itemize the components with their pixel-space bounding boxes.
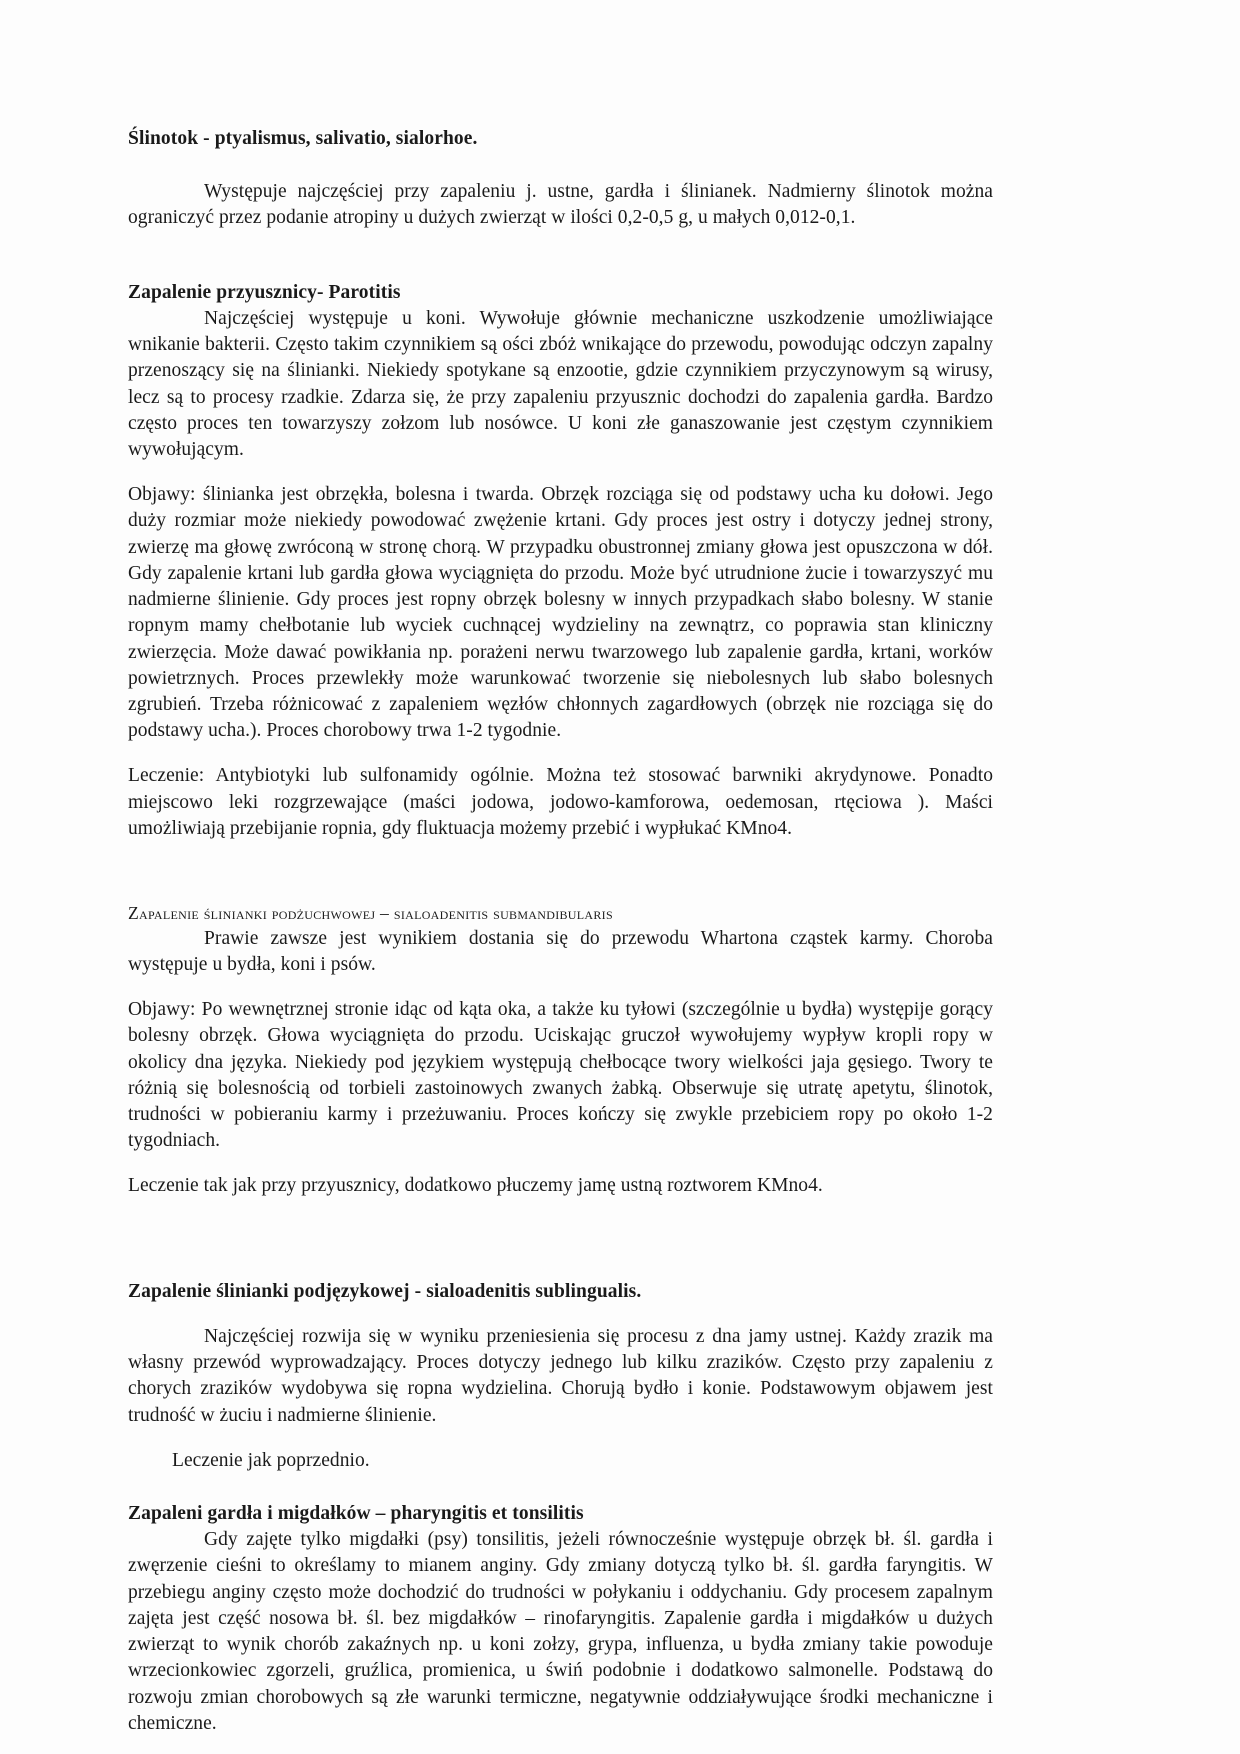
- spacer: [128, 1200, 993, 1260]
- paragraph-parotitis-body: Najczęściej występuje u koni. Wywołuje głównie mechaniczne uszkodzenie umożliwiające wnikanie bakterii. Często takim czynnikiem są ości zbóż wnikające do przewodu, powodując odczyn zapalny przenoszący się na ślinianki. Niekiedy spotykane są enzootie, gdzie czynnikiem przyczynowym są wirusy, lecz są to procesy rzadkie. Zdarza się, że przy zapaleniu przyusznic dochodzi do zapalenia gardła. Bardzo często proces ten towarzyszy zołzom lub nosówce. U koni złe ganaszowanie jest częstym czynnikiem wywołującym.: [128, 307, 993, 460]
- spacer: [128, 1429, 993, 1448]
- spacer: [128, 152, 993, 179]
- heading-submandibularis: Zapalenie ślinianki podżuchwowej – sialoadenitis submandibularis: [128, 903, 613, 924]
- spacer: [128, 1305, 993, 1324]
- paragraph-sublingualis-body: Najczęściej rozwija się w wyniku przeniesienia się procesu z dna jamy ustnej. Każdy zrazik ma własny przewód wyprowadzający. Proces dotyczy jednego lub kilku zrazików. Często przy zapaleniu z chorych zrazików wydobywa się ropna wydzielina. Chorują bydło i konie. Podstawowym objawem jest trudność w żuciu i nadmierne ślinienie.: [128, 1325, 993, 1426]
- spacer: [128, 463, 993, 482]
- spacer: [128, 232, 993, 280]
- paragraph-pharyngitis-body: Gdy zajęte tylko migdałki (psy) tonsilitis, jeżeli równocześnie występuje obrzęk bł. śl. gardła i zwęrzenie cieśni to określamy to mianem anginy. Gdy zmiany dotyczą tylko bł. śl. gardła faryngitis. W przebiegu anginy często może dochodzić do trudności w połykaniu i oddychaniu. Gdy procesem zapalnym zajęta jest część nosowa bł. śl. bez migdałków – rinofaryngitis. Zapalenie gardła i migdałków u dużych zwierząt to wynik chorób zakaźnych np. u koni zołzy, grypa, influenza, u bydła zmiany takie powoduje wrzecionkowiec zgorzeli, gruźlica, promienica, u świń podobnie i dodatkowo salmonelle. Podstawą do rozwoju zmian chorobowych są złe warunki termiczne, negatywnie oddziaływujące środki mechaniczne i chemiczne.: [128, 1529, 993, 1734]
- paragraph-submandibularis-body: Prawie zawsze jest wynikiem dostania się do przewodu Whartona cząstek karmy. Choroba występuje u bydła, koni i psów.: [128, 927, 993, 975]
- paragraph-parotitis-objawy: Objawy: ślinianka jest obrzękła, bolesna i twarda. Obrzęk rozciąga się od podstawy ucha ku dołowi. Jego duży rozmiar może niekiedy powodować zwężenie krtani. Gdy proces jest ostry i dotyczy jednej strony, zwierzę ma głowę zwróconą w stronę chorą. W przypadku obustronnej zmiany głowa jest opuszczona w dół. Gdy zapalenie krtani lub gardła głowa wyciągnięta do przodu. Może być utrudnione żucie i towarzyszyć mu nadmierne ślinienie. Gdy proces jest ropny obrzęk bolesny w innych przypadkach słabo bolesny. W stanie ropnym mamy chełbotanie lub wyciek cuchnącej wydzieliny na zewnątrz, co poprawia stan kliniczny zwierzęcia. Może dawać powikłania np. porażeni nerwu twarzowego lub zapalenie gardła, krtani, worków powietrznych. Proces przewlekły może warunkować tworzenie się niebolesnych lub słabo bolesnych zgrubień. Trzeba różnicować z zapaleniem węzłów chłonnych zagardłowych (obrzęk nie rozciąga się do podstawy ucha.). Proces chorobowy trwa 1-2 tygodnie.: [128, 484, 993, 742]
- spacer: [128, 842, 993, 902]
- heading-pharyngitis: Zapaleni gardła i migdałków – pharyngitis et tonsilitis: [128, 1502, 584, 1524]
- paragraph-submandibularis-leczenie: Leczenie tak jak przy przyusznicy, dodatkowo płuczemy jamę ustną roztworem KMno4.: [128, 1175, 823, 1197]
- paragraph-submandibularis-objawy: Objawy: Po wewnętrznej stronie idąc od kąta oka, a także ku tyłowi (szczególnie u bydła) występije gorący bolesny obrzęk. Głowa wyciągnięta do przodu. Uciskając gruczoł wywołujemy wypływ kropli ropy w okolicy dna języka. Niekiedy pod językiem występują chełbocące twory wielkości jaja gęsiego. Twory te różnią się bolesnością od torbieli zastoinowych zwanych żabką. Obserwuje się utratę apetytu, ślinotok, trudności w pobieraniu karmy i przeżuwaniu. Proces kończy się zwykle przebiciem ropy po około 1-2 tygodniach.: [128, 999, 993, 1152]
- heading-parotitis: Zapalenie przyusznicy- Parotitis: [128, 281, 401, 303]
- spacer: [128, 978, 993, 997]
- heading-sublingualis: Zapalenie ślinianki podjęzykowej - sialoadenitis sublingualis.: [128, 1280, 642, 1302]
- spacer: [128, 1474, 993, 1501]
- document-content: [128, 126, 993, 1737]
- paragraph-parotitis-leczenie: Leczenie: Antybiotyki lub sulfonamidy ogólnie. Można też stosować barwniki akrydynowe. Ponadto miejscowo leki rozgrzewające (maści jodowa, jodowo-kamforowa, oedemosan, rtęciowa ). Maści umożliwiają przebijanie ropnia, gdy fluktuacja możemy przebić i wypłukać KMno4.: [128, 765, 993, 839]
- paragraph-sublingualis-leczenie: Leczenie jak poprzednio.: [172, 1449, 370, 1471]
- paragraph-slinotok-body: Występuje najczęściej przy zapaleniu j. ustne, gardła i ślinianek. Nadmierny ślinotok można ograniczyć przez podanie atropiny u dużych zwierząt w ilości 0,2-0,5 g, u małych 0,012-0,1.: [128, 181, 993, 229]
- spacer: [128, 744, 993, 763]
- heading-slinotok: Ślinotok - ptyalismus, salivatio, sialorhoe.: [128, 128, 478, 149]
- spacer: [128, 1154, 993, 1173]
- spacer: [128, 1260, 993, 1279]
